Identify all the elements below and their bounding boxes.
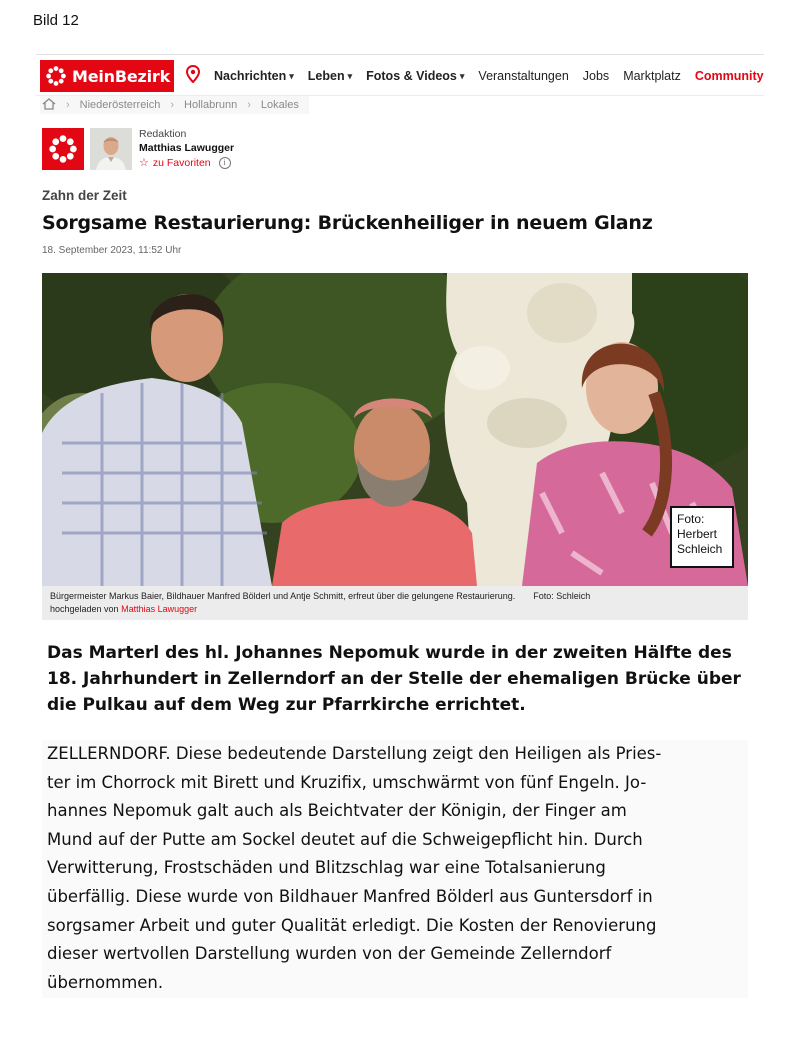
breadcrumb bbox=[40, 96, 309, 114]
body-line: sorgsamer Arbeit und guter Qualität erledigt. Die Kosten der Renovierung bbox=[47, 915, 657, 935]
brand-name: MeinBezirk bbox=[72, 66, 171, 86]
main-menu bbox=[214, 55, 764, 97]
article-photo[interactable] bbox=[42, 273, 748, 586]
photo-credit-line: Schleich bbox=[677, 542, 723, 556]
nav-item-fotos-videos[interactable] bbox=[366, 69, 464, 83]
star-icon: ☆ bbox=[139, 157, 149, 169]
uploaded-prefix: hochgeladen von bbox=[50, 604, 119, 614]
author-name[interactable]: Matthias Lawugger bbox=[139, 142, 235, 154]
caption-text: Bürgermeister Markus Baier, Bildhauer Manfred Bölderl und Antje Schmitt, erfreut über die gelungene Restaurierung. bbox=[50, 591, 516, 601]
body-line: ter im Chorrock mit Birett und Kruzifix, umschwärmt von fünf Engeln. Jo- bbox=[47, 772, 647, 792]
nav-label: Jobs bbox=[582, 69, 610, 83]
body-line: hannes Nepomuk galt auch als Beichtvater der Königin, der Finger am bbox=[47, 801, 627, 821]
photo-credit-overlay bbox=[670, 506, 734, 568]
photo-caption bbox=[42, 586, 748, 620]
body-line: dieser wertvollen Darstellung wurden von der Gemeinde Zellerndorf bbox=[47, 944, 612, 964]
nav-item-nachrichten[interactable] bbox=[214, 69, 294, 83]
uploaded-by bbox=[50, 603, 740, 616]
nav-item-leben[interactable] bbox=[308, 69, 352, 83]
home-icon[interactable] bbox=[42, 98, 56, 113]
info-icon[interactable]: i bbox=[219, 157, 231, 169]
photo-credit-line: Herbert bbox=[677, 527, 718, 541]
chevron-right-icon: › bbox=[247, 99, 251, 111]
page-title: Sorgsame Restaurierung: Brückenheiliger in neuem Glanz bbox=[42, 212, 653, 234]
photo-credit-line: Foto: bbox=[677, 512, 705, 526]
publisher-logo[interactable] bbox=[42, 128, 84, 170]
author-avatar[interactable] bbox=[90, 128, 132, 170]
breadcrumb-item[interactable]: Hollabrunn bbox=[184, 99, 238, 111]
nav-item-marktplatz[interactable] bbox=[623, 69, 681, 83]
breadcrumb-item[interactable]: Lokales bbox=[260, 99, 299, 111]
nav-label: Marktplatz bbox=[623, 69, 681, 83]
chevron-right-icon: › bbox=[170, 99, 175, 111]
chevron-down-icon: ▾ bbox=[459, 70, 465, 81]
uploader-link[interactable]: Matthias Lawugger bbox=[121, 604, 198, 614]
article-lead bbox=[42, 640, 748, 718]
chevron-down-icon: ▾ bbox=[289, 70, 294, 81]
top-navigation bbox=[36, 54, 764, 96]
nav-label: Leben bbox=[307, 69, 345, 83]
body-line: übernommen. bbox=[47, 972, 164, 992]
article-body bbox=[42, 740, 748, 998]
nav-item-veranstaltungen[interactable] bbox=[478, 69, 568, 83]
nav-label: Fotos & Videos bbox=[366, 69, 457, 83]
lead-line: 18. Jahrhundert in Zellerndorf an der Stelle der ehemaligen Brücke über bbox=[47, 669, 741, 689]
body-line: überfällig. Diese wurde von Bildhauer Manfred Bölderl aus Guntersdorf in bbox=[47, 886, 653, 906]
body-line: Verwitterung, Frostschäden und Blitzschlag war eine Totalsanierung bbox=[47, 858, 606, 878]
location-pin-icon[interactable] bbox=[186, 65, 200, 87]
favorite-label: zu Favoriten bbox=[152, 156, 211, 169]
nav-label: Nachrichten bbox=[214, 69, 287, 83]
lead-line: Das Marterl des hl. Johannes Nepomuk wurde in der zweiten Hälfte des bbox=[47, 643, 732, 663]
body-line: ZELLERNDORF. Diese bedeutende Darstellung zeigt den Heiligen als Pries- bbox=[47, 744, 662, 763]
brand-flower-icon bbox=[46, 66, 66, 86]
nav-item-community[interactable]: Community bbox=[694, 69, 764, 83]
chevron-down-icon: ▾ bbox=[347, 70, 353, 81]
figure-label: Bild 12 bbox=[33, 12, 79, 29]
body-line: Mund auf der Putte am Sockel deutet auf die Schweigepflicht hin. Durch bbox=[47, 829, 643, 849]
breadcrumb-item[interactable]: Niederösterreich bbox=[79, 99, 161, 111]
author-role: Redaktion bbox=[139, 128, 187, 140]
lead-line: die Pulkau auf dem Weg zur Pfarrkirche errichtet. bbox=[47, 695, 526, 715]
add-favorite-button[interactable] bbox=[139, 156, 231, 169]
article-section: Zahn der Zeit bbox=[42, 188, 127, 203]
nav-label: Veranstaltungen bbox=[478, 69, 569, 83]
publish-date: 18. September 2023, 11:52 Uhr bbox=[42, 245, 182, 256]
chevron-right-icon: › bbox=[66, 99, 70, 111]
caption-credit: Foto: Schleich bbox=[533, 591, 591, 601]
nav-item-jobs[interactable] bbox=[583, 69, 609, 83]
brand-logo[interactable] bbox=[40, 60, 174, 92]
